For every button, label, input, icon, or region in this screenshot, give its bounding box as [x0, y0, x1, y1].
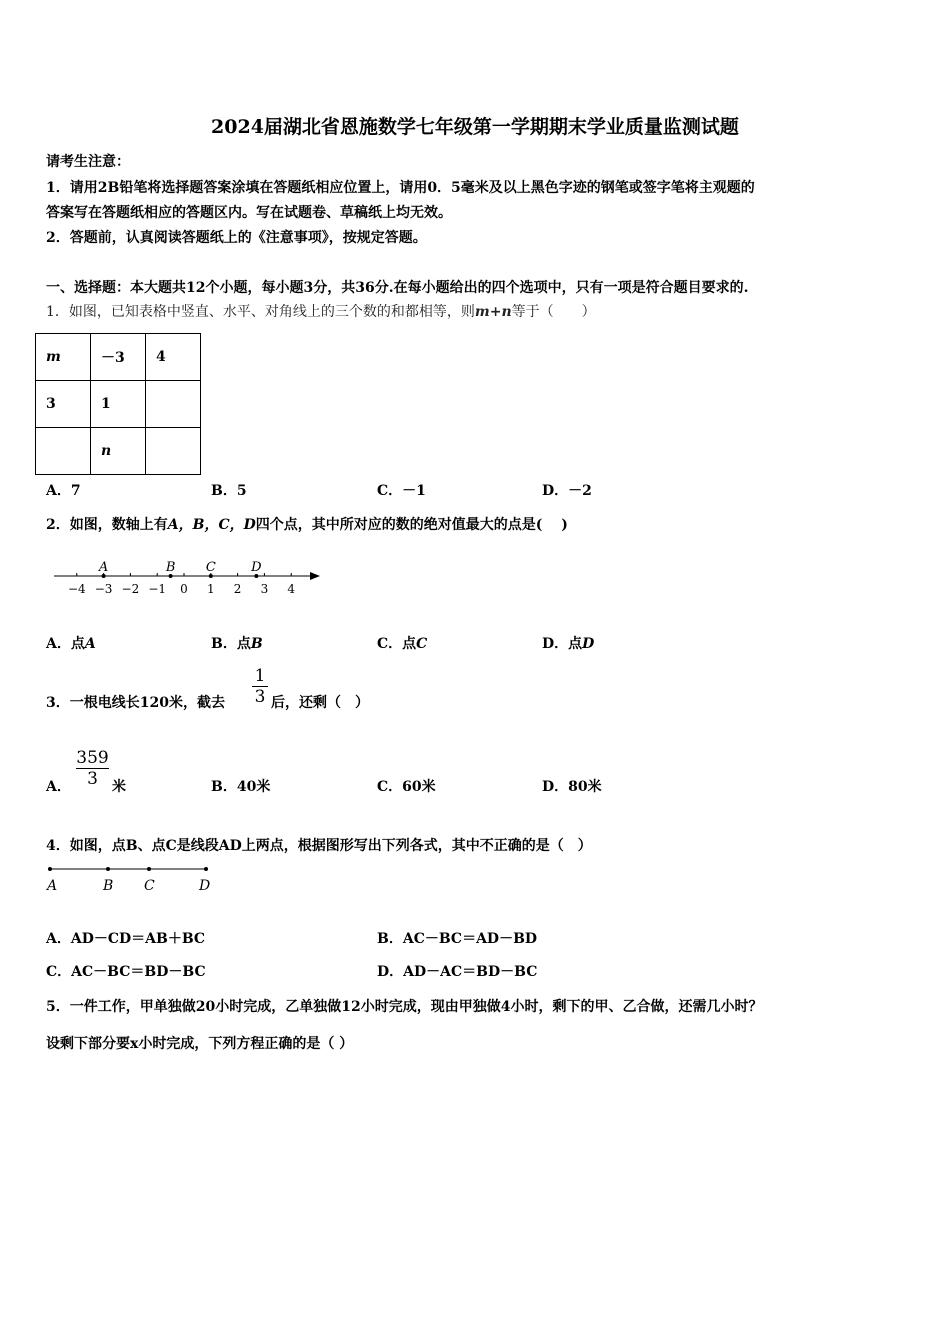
q1-option-a: A．7 [46, 483, 81, 499]
axis-tick-label: 1 [206, 582, 215, 596]
axis-point-label: A [98, 560, 109, 575]
axis-point-label: D [251, 560, 262, 575]
notice-line-1: 1．请用2B铅笔将选择题答案涂填在答题纸相应位置上，请用0．5毫米及以上黑色字迹的钢笔或签字笔将主观题的 [46, 180, 755, 196]
q4-stem: 4．如图，点B、点C是线段AD上两点，根据图形写出下列各式，其中不正确的是（ ） [46, 838, 592, 854]
q1-option-d: D．－2 [542, 483, 592, 499]
q3-option-b: B．40米 [211, 779, 271, 795]
segment-label-d: D [199, 878, 211, 894]
grid-row [36, 381, 201, 428]
q5-line-2: 设剩下部分要x小时完成，下列方程正确的是（ ） [46, 1036, 354, 1052]
q2-stem-part-b: 四个点，其中所对应的数的绝对值最大的点是( ) [255, 517, 568, 533]
axis-tick-label: −1 [148, 582, 167, 596]
q4-option-d: D．AD－AC＝BD－BC [377, 964, 538, 980]
grid-cell: 3 [36, 381, 91, 428]
notice-line-2: 答案写在答题纸相应的答题区内。写在试题卷、草稿纸上均无效。 [46, 205, 452, 221]
axis-point-label: C [205, 560, 216, 575]
grid-cell [146, 381, 201, 428]
q3-option-d: D．80米 [542, 779, 602, 795]
q3-option-a-fraction [76, 748, 109, 789]
fraction-numerator: 1 [254, 666, 266, 686]
q2-option-c-prefix: C．点 [377, 636, 417, 652]
q2-option-b-prefix: B．点 [211, 636, 251, 652]
point-c-dot [147, 867, 151, 871]
q2-option-a-var: A [84, 636, 96, 652]
axis-point-label: B [165, 560, 176, 575]
q2-number-line [50, 555, 330, 600]
fraction-denominator: 3 [87, 769, 98, 789]
grid-cell: 1 [91, 381, 146, 428]
q4-option-a: A．AD－CD＝AB＋BC [46, 931, 206, 947]
segment-label-b: B [103, 878, 114, 894]
q4-segment-diagram [44, 860, 219, 896]
q3-option-a-prefix: A． [46, 779, 71, 795]
q2-option-a [46, 633, 96, 653]
axis-tick-label: 0 [180, 582, 188, 596]
grid-row [36, 334, 201, 381]
q2-option-b [211, 633, 263, 653]
point-b-dot [106, 867, 110, 871]
axis-tick-label: −2 [121, 582, 140, 596]
q3-stem-part-b: 后，还剩（ ） [271, 695, 369, 711]
q4-option-c: C．AC－BC＝BD－BC [46, 964, 206, 980]
q4-option-b: B．AC－BC＝AD－BD [377, 931, 538, 947]
grid-cell: －3 [91, 334, 146, 381]
q1-stem-var: m+n [474, 304, 512, 320]
section-heading: 一、选择题：本大题共12个小题，每小题3分，共36分.在每小题给出的四个选项中，只有一项是符合题目要求的. [46, 280, 749, 296]
q2-option-b-var: B [250, 636, 263, 652]
page-title: 2024届湖北省恩施数学七年级第一学期期末学业质量监测试题 [211, 116, 739, 138]
fraction-denominator: 3 [254, 687, 266, 707]
axis-tick-label: 4 [287, 582, 296, 596]
notice-line-3: 2．答题前，认真阅读答题纸上的《注意事项》，按规定答题。 [46, 230, 427, 246]
point-a-dot [48, 867, 52, 871]
grid-row [36, 428, 201, 475]
grid-cell: m [36, 334, 91, 381]
q2-stem-part-a: 2．如图，数轴上有 [46, 517, 168, 533]
q1-number-grid [35, 333, 201, 475]
q2-option-a-prefix: A．点 [46, 636, 85, 652]
notice-heading: 请考生注意： [46, 154, 130, 170]
fraction-numerator: 359 [76, 748, 109, 768]
q2-option-d-prefix: D．点 [542, 636, 583, 652]
segment-label-c: C [144, 878, 155, 894]
q3-fraction [252, 666, 268, 707]
q2-option-c [377, 633, 427, 653]
q3-stem-part-a: 3．一根电线长120米，截去 [46, 695, 225, 711]
q1-option-c: C．－1 [377, 483, 426, 499]
q2-stem-vars: A，B，C，D [167, 517, 256, 533]
axis-tick-label: 2 [233, 582, 242, 596]
q1-stem-part-a: 1．如图，已知表格中竖直、水平、对角线上的三个数的和都相等，则 [46, 304, 475, 320]
grid-cell: 4 [146, 334, 201, 381]
grid-cell: n [91, 428, 146, 475]
q2-option-d [542, 633, 594, 653]
q2-stem [46, 514, 568, 534]
arrow-icon [310, 572, 320, 580]
q1-stem-part-b: 等于（ ） [511, 304, 596, 320]
q3-option-c: C．60米 [377, 779, 436, 795]
q1-option-b: B．5 [211, 483, 247, 499]
q1-stem [46, 301, 596, 321]
segment-label-a: A [47, 878, 58, 894]
grid-cell [146, 428, 201, 475]
axis-tick-label: −3 [94, 582, 113, 596]
q2-option-d-var: D [582, 636, 595, 652]
axis-tick-label: 3 [260, 582, 269, 596]
point-d-dot [204, 867, 208, 871]
grid-cell [36, 428, 91, 475]
q5-line-1: 5．一件工作，甲单独做20小时完成，乙单独做12小时完成，现由甲独做4小时，剩下的甲、乙合做，还需几小时？ [46, 999, 763, 1015]
q3-option-a-unit: 米 [112, 779, 126, 795]
q2-option-c-var: C [416, 636, 428, 652]
axis-tick-label: −4 [67, 582, 86, 596]
